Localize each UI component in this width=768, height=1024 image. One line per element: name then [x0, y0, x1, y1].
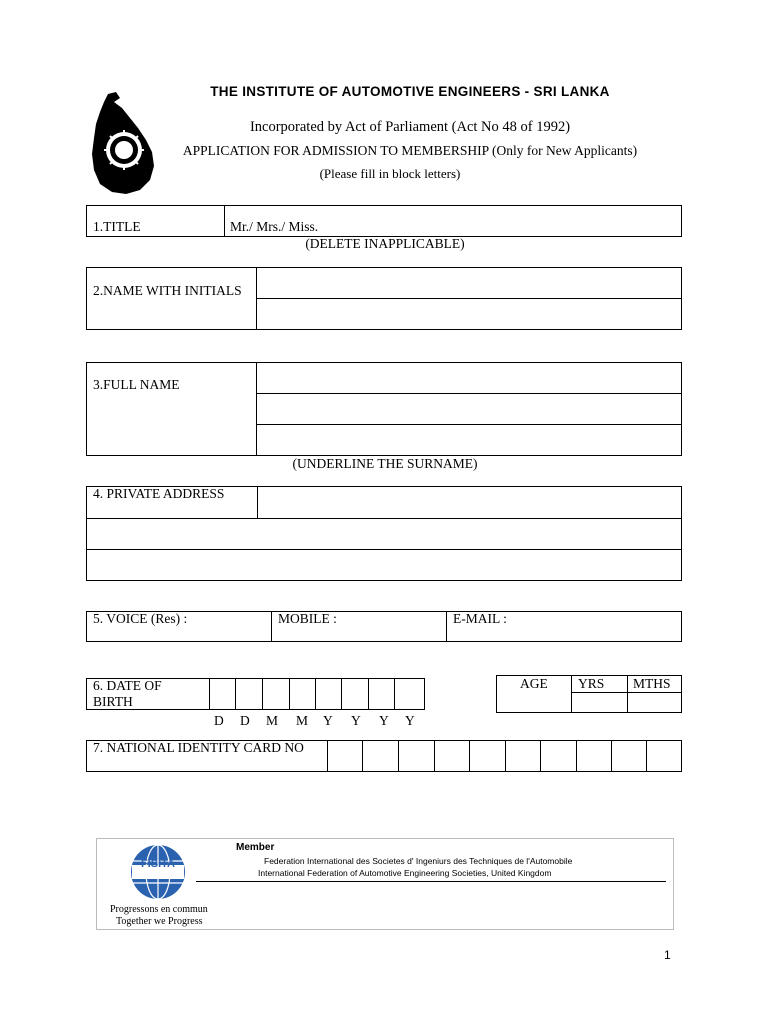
- fisita-globe-logo: [128, 843, 188, 901]
- member-heading: Member: [236, 842, 275, 853]
- title-label: 1.TITLE: [93, 219, 141, 234]
- full-name-label: 3.FULL NAME: [93, 377, 180, 392]
- full-name-input-3[interactable]: [257, 425, 681, 455]
- address-input-1[interactable]: [258, 487, 681, 517]
- nic-digit-input[interactable]: [470, 741, 505, 771]
- dob-digit-input[interactable]: [236, 679, 261, 709]
- nic-digit-input[interactable]: [363, 741, 398, 771]
- address-input-3[interactable]: [87, 550, 681, 580]
- sri-lanka-map-logo: [86, 90, 158, 194]
- voice-field[interactable]: 5. VOICE (Res) :: [93, 611, 188, 626]
- title-field-box: [86, 205, 682, 237]
- nic-digit-input[interactable]: [506, 741, 540, 771]
- dob-digit-input[interactable]: [263, 679, 288, 709]
- dob-digit-input[interactable]: [316, 679, 341, 709]
- nic-digit-input[interactable]: [541, 741, 576, 771]
- nic-label: 7. NATIONAL IDENTITY CARD NO: [93, 740, 304, 755]
- dob-format-letter: M: [296, 713, 309, 728]
- dob-label-line1: 6. DATE OF: [93, 678, 162, 693]
- nic-digit-input[interactable]: [328, 741, 362, 771]
- dob-digit-input[interactable]: [342, 679, 367, 709]
- name-initials-input-1[interactable]: [257, 268, 681, 298]
- dob-label-line2: BIRTH: [93, 694, 133, 709]
- address-input-2[interactable]: [87, 519, 681, 549]
- dob-format-letter: D: [240, 713, 250, 728]
- nic-digit-input[interactable]: [612, 741, 646, 771]
- title-options[interactable]: Mr./ Mrs./ Miss.: [230, 219, 319, 234]
- underline-surname-note: (UNDERLINE THE SURNAME): [292, 456, 478, 471]
- dob-format-letter: Y: [351, 713, 361, 728]
- yrs-label: YRS: [578, 676, 605, 691]
- fisita-french-name: Federation International des Societes d' Ingeniurs des Techniques de l'Automobile: [264, 856, 573, 866]
- age-label: AGE: [520, 676, 548, 691]
- dob-format-letter: Y: [405, 713, 415, 728]
- full-name-input-1[interactable]: [257, 363, 681, 393]
- dob-digit-input[interactable]: [395, 679, 420, 709]
- nic-digit-input[interactable]: [435, 741, 469, 771]
- fisita-english-name: International Federation of Automotive Engineering Societies, United Kingdom: [258, 868, 552, 878]
- delete-inapplicable-note: (DELETE INAPPLICABLE): [305, 236, 465, 251]
- mobile-field[interactable]: MOBILE :: [278, 611, 337, 626]
- dob-digit-input[interactable]: [210, 679, 235, 709]
- block-letters-instruction: (Please fill in block letters): [319, 166, 461, 181]
- institute-title: THE INSTITUTE OF AUTOMOTIVE ENGINEERS - SRI LANKA: [210, 84, 610, 99]
- email-field[interactable]: E-MAIL :: [453, 611, 507, 626]
- name-initials-input-2[interactable]: [257, 299, 681, 329]
- full-name-input-2[interactable]: [257, 394, 681, 424]
- dob-format-letter: D: [214, 713, 224, 728]
- nic-digit-input[interactable]: [647, 741, 682, 771]
- page-number: 1: [664, 948, 671, 962]
- dob-format-letter: Y: [323, 713, 333, 728]
- name-initials-label: 2.NAME WITH INITIALS: [93, 283, 242, 298]
- dob-format-letter: Y: [379, 713, 389, 728]
- dob-digit-input[interactable]: [369, 679, 394, 709]
- dob-digit-input[interactable]: [290, 679, 315, 709]
- motto-english: Together we Progress: [116, 916, 203, 927]
- nic-digit-input[interactable]: [399, 741, 434, 771]
- nic-digit-input[interactable]: [577, 741, 611, 771]
- motto-french: Progressons en commun: [110, 904, 208, 915]
- address-label: 4. PRIVATE ADDRESS: [93, 486, 225, 501]
- mths-label: MTHS: [633, 676, 671, 691]
- yrs-input[interactable]: [572, 693, 626, 712]
- dob-format-letter: M: [266, 713, 279, 728]
- fisita-logo-text: FISITA: [140, 858, 175, 870]
- application-heading: APPLICATION FOR ADMISSION TO MEMBERSHIP (Only for New Applicants): [182, 143, 638, 158]
- incorporation-text: Incorporated by Act of Parliament (Act No 48 of 1992): [249, 119, 571, 135]
- mths-input[interactable]: [628, 693, 681, 712]
